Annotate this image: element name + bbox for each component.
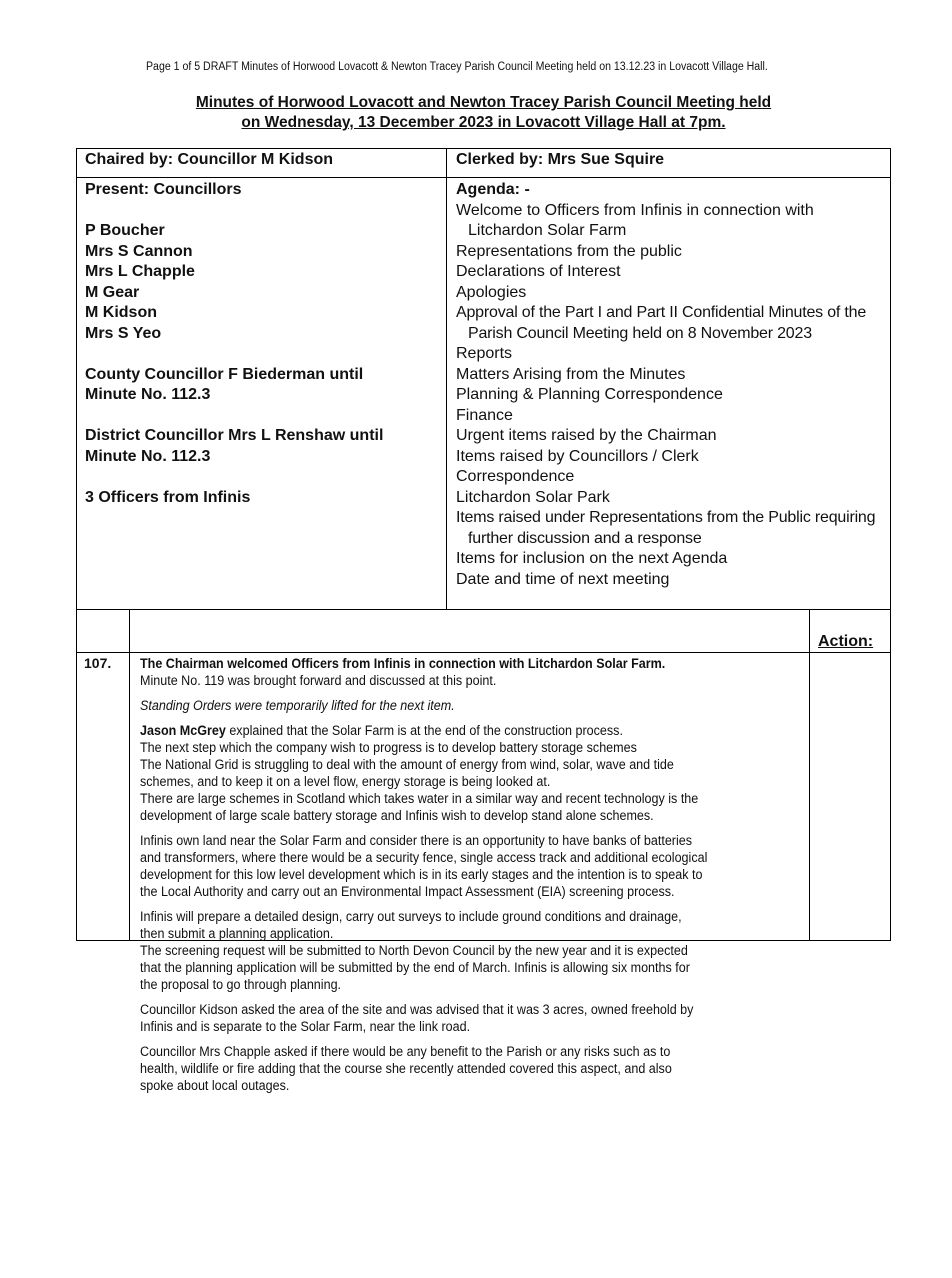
speaker-name: Jason McGrey	[140, 723, 226, 738]
officers-present: 3 Officers from Infinis	[85, 488, 251, 506]
title-line-2: on Wednesday, 13 December 2023 in Lovacott Village Hall at 7pm.	[241, 114, 726, 131]
agenda-item: Welcome to Officers from Infinis in connection with Litchardon Solar Farm	[456, 201, 814, 239]
agenda-item: Finance	[456, 406, 513, 424]
councillor-name: M Gear	[85, 283, 140, 301]
county-councillor: County Councillor F Biederman until	[85, 365, 364, 383]
agenda-item: Reports	[456, 345, 513, 362]
agenda-item: Planning & Planning Correspondence	[456, 386, 723, 403]
agenda-item: Matters Arising from the Minutes	[456, 365, 686, 383]
action-header: Action:	[818, 633, 874, 650]
councillor-name: Mrs S Yeo	[85, 324, 162, 342]
district-councillor-until: Minute No. 112.3	[85, 447, 211, 465]
agenda-item: Approval of the Part I and Part II Confidential Minutes of the Parish Council Meeting held on 8 November 2023	[456, 304, 867, 342]
agenda-item: Representations from the public	[456, 242, 682, 260]
agenda-column	[456, 180, 888, 590]
councillor-name: Mrs S Cannon	[85, 242, 193, 260]
paragraph-1: Jason McGrey explained that the Solar Farm is at the end of the construction process. The next step which the company wish to progress is to develop battery storage schemes The National Grid is struggling to deal with the amount of energy from wind, solar, wave and tide schemes, and to keep it on a level flow, energy storage is being looked at. There are large schemes in Scotland which takes water in a similar way and recent technology is the development of large scale battery storage and Infinis wish to develop stand alone schemes.	[140, 723, 699, 823]
chaired-by: Chaired by: Councillor M Kidson	[85, 151, 334, 168]
page-header-line: Page 1 of 5 DRAFT Minutes of Horwood Lovacott & Newton Tracey Parish Council Meeting held on 13.12.23 in Lovacott Village Hall.	[146, 61, 768, 73]
agenda-item: Items raised under Representations from the Public requiring further discussion and a response	[456, 509, 876, 547]
councillor-name: Mrs L Chapple	[85, 263, 195, 280]
agenda-item: Correspondence	[456, 468, 575, 485]
agenda-item: Items raised by Councillors / Clerk	[456, 447, 699, 465]
agenda-item: Urgent items raised by the Chairman	[456, 427, 717, 444]
agenda-item: Declarations of Interest	[456, 263, 621, 280]
page-title	[76, 93, 891, 133]
present-label: Present: Councillors	[85, 181, 242, 198]
agenda-item: Litchardon Solar Park	[456, 488, 610, 506]
minute-heading-follow: Minute No. 119 was brought forward and discussed at this point.	[140, 673, 497, 688]
minute-heading: The Chairman welcomed Officers from Infinis in connection with Litchardon Solar Farm.	[140, 656, 666, 671]
column-divider	[446, 148, 447, 610]
paragraph-5: Councillor Mrs Chapple asked if there would be any benefit to the Parish or any risks such as to health, wildlife or fire adding that the course she recently attended covered this aspect, and also spoke about local outages.	[140, 1044, 672, 1093]
agenda-item: Items for inclusion on the next Agenda	[456, 550, 728, 567]
paragraph-2: Infinis own land near the Solar Farm and consider there is an opportunity to have banks of batteries and transformers, where there would be a security fence, single access track and additional ecological development for this low level development which is in its early stages and the intention is to speak to the Local Authority and carry out an Environmental Impact Assessment (EIA) screening process.	[140, 833, 708, 899]
number-column-divider	[129, 609, 130, 941]
paragraph-3: Infinis will prepare a detailed design, carry out surveys to include ground conditions and drainage, then submit a planning application. The screening request will be submitted to North Devon Council by the new year and it is expected that the planning application will be submitted by the end of March. Infinis is allowing six months for the proposal to go through planning.	[140, 909, 690, 992]
agenda-label: Agenda: -	[456, 181, 530, 198]
county-councillor-until: Minute No. 112.3	[85, 386, 211, 403]
minute-body	[140, 655, 810, 1102]
item-number: 107.	[84, 655, 112, 671]
agenda-item: Date and time of next meeting	[456, 570, 670, 588]
standing-orders-note: Standing Orders were temporarily lifted for the next item.	[140, 698, 455, 713]
clerked-by: Clerked by: Mrs Sue Squire	[456, 151, 665, 168]
title-line-1: Minutes of Horwood Lovacott and Newton Tracey Parish Council Meeting held	[195, 94, 772, 111]
councillor-name: P Boucher	[85, 222, 165, 239]
agenda-item: Apologies	[456, 283, 527, 301]
district-councillor: District Councillor Mrs L Renshaw until	[85, 427, 384, 444]
minutes-header-divider	[76, 652, 891, 653]
row-divider	[76, 177, 891, 178]
present-column	[85, 180, 440, 508]
councillor-name: M Kidson	[85, 304, 157, 321]
paragraph-4: Councillor Kidson asked the area of the site and was advised that it was 3 acres, owned freehold by Infinis and is separate to the Solar Farm, near the link road.	[140, 1002, 694, 1034]
